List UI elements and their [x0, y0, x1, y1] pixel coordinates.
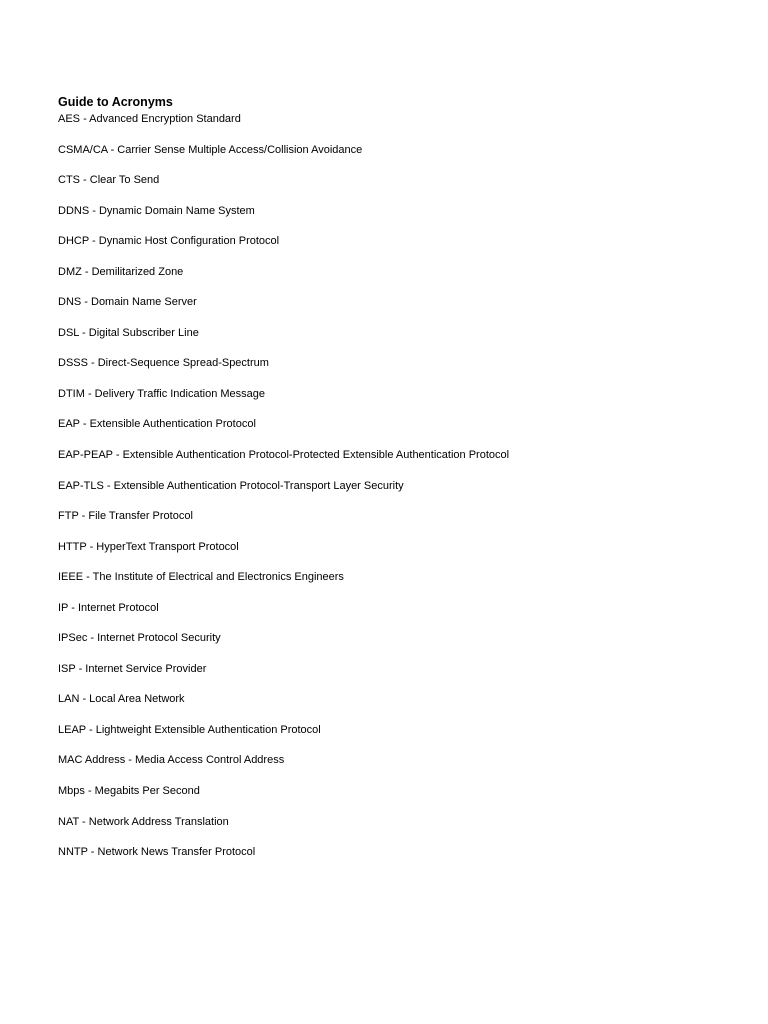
list-item: DNS - Domain Name Server — [58, 296, 197, 309]
list-item: DDNS - Dynamic Domain Name System — [58, 204, 255, 217]
list-item: NAT - Network Address Translation — [58, 815, 229, 828]
list-item: DTIM - Delivery Traffic Indication Message — [58, 387, 266, 400]
list-item: IP - Internet Protocol — [58, 601, 159, 614]
list-item: FTP - File Transfer Protocol — [58, 510, 193, 523]
list-item: EAP-PEAP - Extensible Authentication Protocol-Protected Extensible Authentication Protocol — [58, 449, 510, 462]
list-item: IPSec - Internet Protocol Security — [58, 632, 221, 645]
list-item: EAP - Extensible Authentication Protocol — [58, 418, 256, 431]
list-item: Mbps - Megabits Per Second — [58, 785, 200, 798]
list-item: LAN - Local Area Network — [58, 693, 185, 706]
list-item: NNTP - Network News Transfer Protocol — [58, 846, 256, 859]
list-item: DHCP - Dynamic Host Configuration Protocol — [58, 235, 280, 248]
list-item: IEEE - The Institute of Electrical and Electronics Engineers — [58, 571, 344, 584]
list-item: CTS - Clear To Send — [58, 174, 160, 187]
acronym-list — [58, 112, 738, 876]
list-item: MAC Address - Media Access Control Address — [58, 754, 285, 767]
list-item: CSMA/CA - Carrier Sense Multiple Access/Collision Avoidance — [58, 143, 363, 156]
list-item: AES - Advanced Encryption Standard — [58, 113, 241, 125]
list-item: DSL - Digital Subscriber Line — [58, 326, 199, 339]
page-title: Guide to Acronyms — [58, 95, 173, 109]
document-page — [58, 94, 738, 876]
list-item: DSSS - Direct-Sequence Spread-Spectrum — [58, 357, 269, 370]
list-item: DMZ - Demilitarized Zone — [58, 265, 184, 278]
list-item: EAP-TLS - Extensible Authentication Protocol-Transport Layer Security — [58, 479, 404, 492]
list-item: ISP - Internet Service Provider — [58, 662, 207, 675]
list-item: LEAP - Lightweight Extensible Authentication Protocol — [58, 723, 321, 736]
list-item: HTTP - HyperText Transport Protocol — [58, 540, 239, 553]
